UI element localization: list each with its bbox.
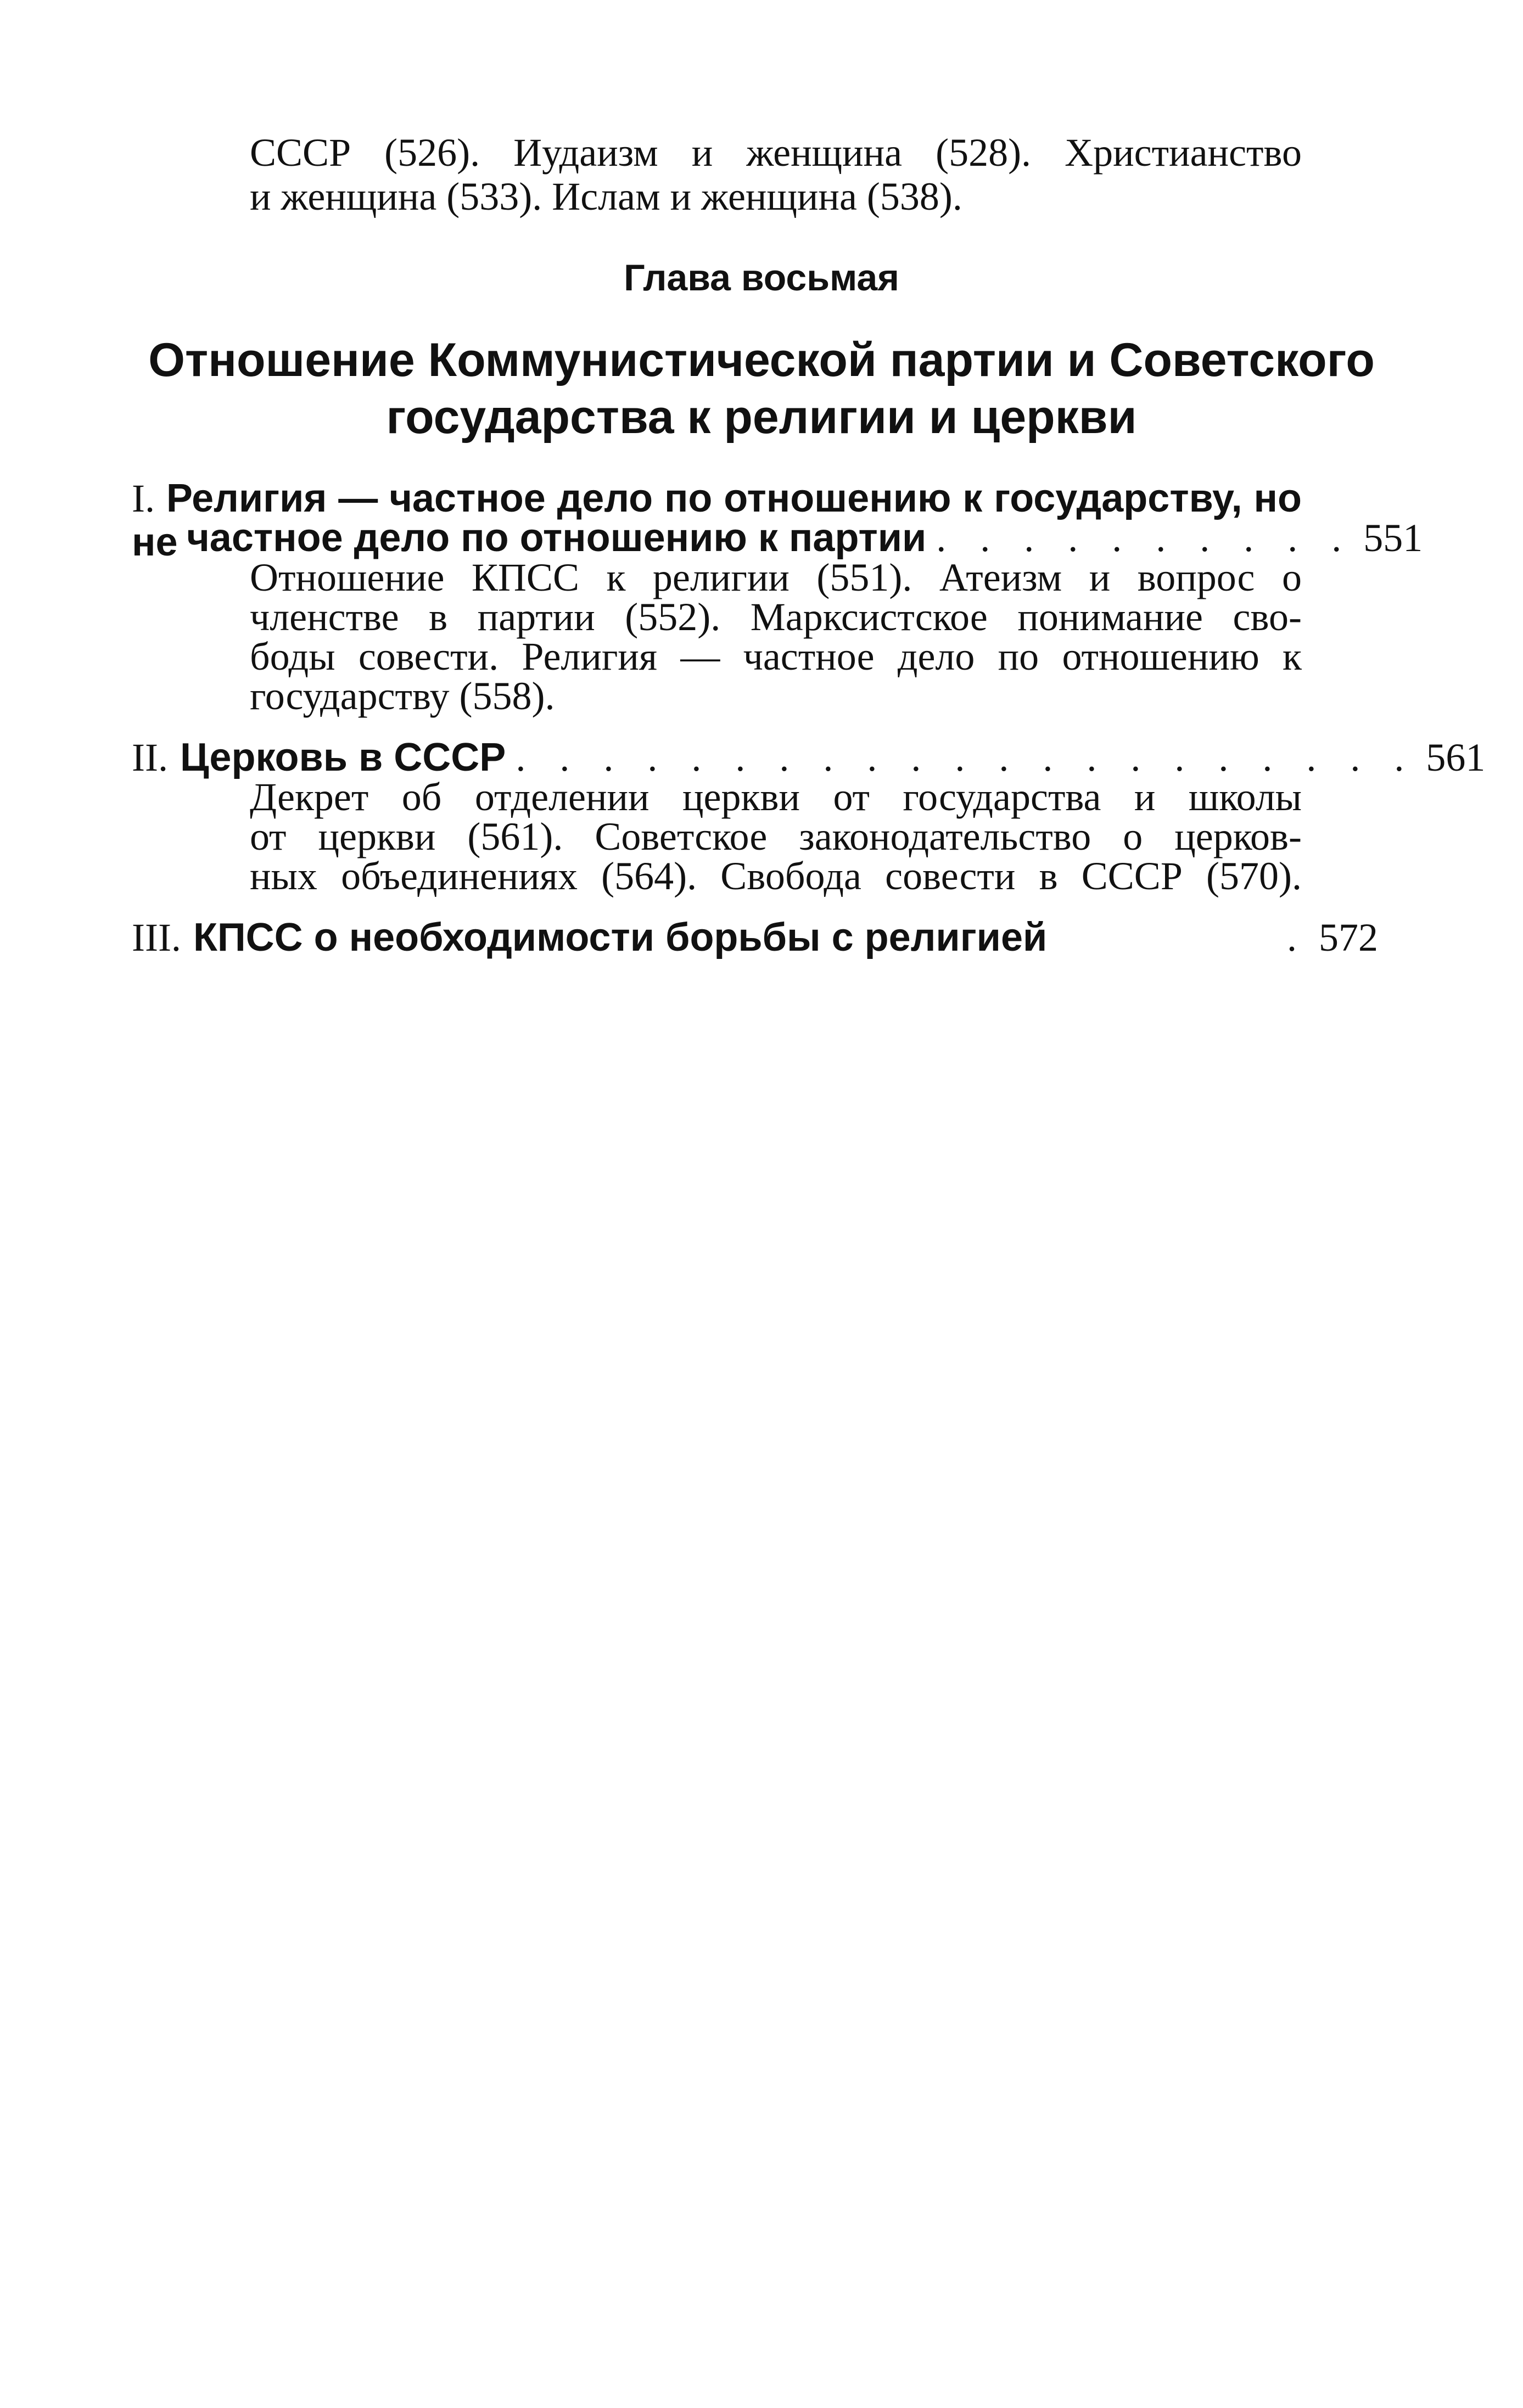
section-2-title: Церковь в СССР (180, 736, 506, 779)
section-2-summary-line-3: ных объединениях (564). Свобода совести в СССР (570). (250, 854, 1302, 898)
section-1-summary-line-3: боды совести. Религия — частное дело по отношению к (250, 635, 1302, 678)
chapter-title-line-1: Отношение Коммунистической партии и Советского (148, 334, 1375, 386)
section-3-dot-leader: . (1287, 916, 1309, 959)
section-1-number: I. (132, 476, 155, 520)
section-2-page-number: 561 (1426, 736, 1486, 779)
section-3-number: III. (132, 916, 181, 959)
section-1-title-first-line: Религия — частное дело по отношению к государству, но не (132, 476, 1302, 564)
intro-line-1: СССР (526). Иудаизм и женщина (528). Христианство (250, 131, 1302, 175)
section-2-title-row (132, 736, 1486, 779)
section-2-summary-line-1: Декрет об отделении церкви от государства и школы (250, 775, 1302, 819)
chapter-title-line-2: государства к религии и церкви (386, 391, 1137, 444)
section-3-page-number: 572 (1319, 916, 1378, 959)
section-3-title: КПСС о необходимости борьбы с религией (193, 916, 1048, 959)
section-1-title-row (187, 516, 1423, 560)
section-1-summary-line-1: Отношение КПСС к религии (551). Атеизм и вопрос о (250, 555, 1302, 599)
section-1-page-number: 551 (1363, 516, 1423, 560)
chapter-label: Глава восьмая (624, 257, 899, 299)
section-1-title-last-line: частное дело по отношению к партии (187, 516, 927, 560)
section-1-summary-line-4: государству (558). (250, 674, 555, 718)
section-1-summary-line-2: членстве в партии (552). Марксистское понимание сво- (250, 595, 1302, 639)
section-2-dot-leader: . . . . . . . . . . . . . . . . . . . . . (516, 736, 1416, 779)
intro-line-2: и женщина (533). Ислам и женщина (538). (250, 175, 962, 218)
section-2-summary-line-2: от церкви (561). Советское законодательство о церков- (250, 815, 1302, 858)
section-3-title-row (132, 916, 1378, 959)
section-1-dot-leader: . . . . . . . . . . (936, 516, 1354, 560)
section-2-number: II. (132, 736, 168, 779)
